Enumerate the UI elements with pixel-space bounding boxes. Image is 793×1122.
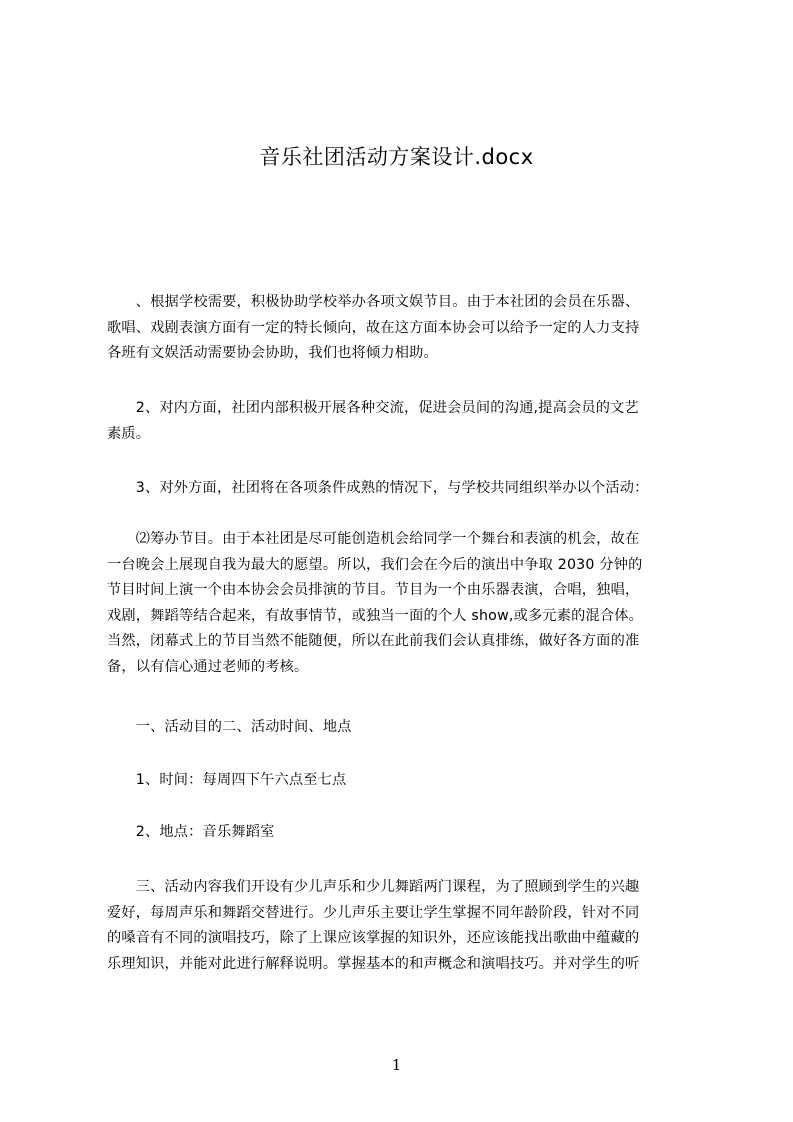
paragraph-line: 1、时间：每周四下午六点至七点: [107, 772, 347, 788]
paragraph-line: 乐理知识，并能对此进行解释说明。掌握基本的和声概念和演唱技巧。并对学生的听: [107, 955, 640, 972]
paragraph-6: [107, 768, 707, 794]
paragraph-1: [107, 290, 707, 367]
paragraph-line: 三、活动内容我们开设有少儿声乐和少儿舞蹈两门课程，为了照顾到学生的兴趣: [107, 879, 640, 895]
paragraph-line: 2、地点：音乐舞蹈室: [107, 824, 275, 840]
paragraph-line: 的嗓音有不同的演唱技巧，除了上课应该掌握的知识外，还应该能找出歌曲中蕴藏的: [107, 930, 640, 946]
paragraph-line: 爱好，每周声乐和舞蹈交替进行。少儿声乐主要让学生掌握不同年龄阶段，针对不同: [107, 904, 640, 921]
paragraph-4: [107, 527, 707, 680]
paragraph-3: [107, 476, 707, 502]
paragraph-line: 素质。: [107, 425, 151, 442]
paragraph-line: 2、对内方面，社团内部积极开展各种交流，促进会员间的沟通,提高会员的文艺: [107, 400, 639, 416]
paragraph-line: 节目时间上演一个由本协会会员排演的节目。节目为一个由乐器表演，合唱，独唱，: [107, 582, 640, 598]
paragraph-line: 各班有文娱活动需要协会协助，我们也将倾力相助。: [107, 345, 438, 361]
paragraph-line: 戏剧，舞蹈等结合起来，有故事情节，或独当一面的个人 show,或多元素的混合体。: [107, 607, 644, 624]
document-title: 音乐社团活动方案设计.docx: [259, 145, 534, 169]
paragraph-5: [107, 715, 707, 741]
paragraph-line: 3、对外方面，社团将在各项条件成熟的情况下，与学校共同组织举办以个活动：: [107, 480, 649, 496]
paragraph-line: 当然，闭幕式上的节目当然不能随便，所以在此前我们会认真排练，做好各方面的准: [107, 633, 640, 649]
paragraph-7: [107, 820, 707, 846]
paragraph-line: 一台晚会上展现自我为最大的愿望。所以，我们会在今后的演出中争取 2030 分钟的: [107, 556, 643, 573]
page-number: 1: [391, 1056, 402, 1074]
paragraph-line: 一、活动目的二、活动时间、地点: [107, 719, 352, 735]
paragraph-line: 歌唱、戏剧表演方面有一定的特长倾向，故在这方面本协会可以给予一定的人力支持: [107, 319, 640, 336]
paragraph-line: 备，以有信心通过老师的考核。: [107, 658, 309, 675]
paragraph-8: [107, 875, 707, 977]
paragraph-line: ⑵筹办节目。由于本社团是尽可能创造机会给同学一个舞台和表演的机会，故在: [107, 531, 640, 547]
paragraph-2: [107, 396, 707, 447]
paragraph-line: 、根据学校需要，积极协助学校举办各项文娱节目。由于本社团的会员在乐器、: [107, 294, 640, 310]
